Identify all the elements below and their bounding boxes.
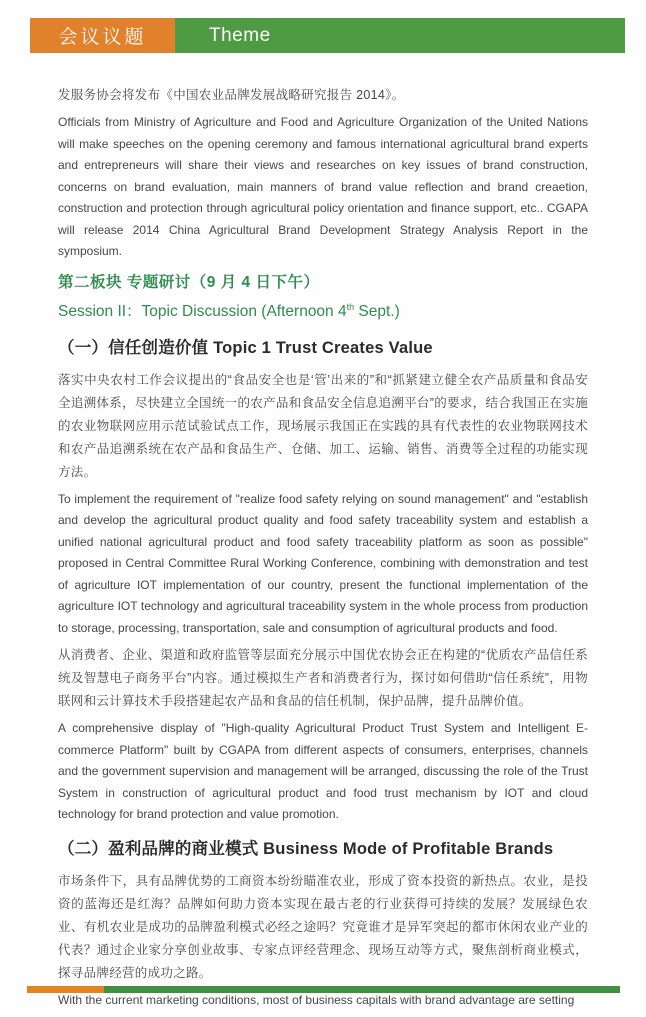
header-zh-label: 会议议题: [58, 27, 147, 48]
page-content: [58, 84, 588, 1007]
topic1-en-paragraph-1: To implement the requirement of "realize food safety relying on sound management" and "establish and develop the agricultural product quality and food safety traceability system and establish a unified national agricultural product and food safety traceability platform as soon as possible" proposed in Central Committee Rural Working Conference, combining with demonstration and test of agriculture IOT implementation of our country, present the functional implementation of the agriculture IOT technology and agricultural traceability system in the whole process from production to storage, processing, transportation, sale and consumption of agricultural products and food.: [58, 491, 588, 635]
header-en-banner: [175, 18, 625, 53]
header-zh-tab: [30, 18, 175, 53]
session-en-title-suffix: Sept.): [354, 302, 400, 320]
footer-green-segment: [104, 986, 620, 993]
session-date-superscript: th: [346, 301, 355, 312]
footer-orange-segment: [27, 986, 104, 993]
session-en-title-prefix: Session II：Topic Discussion (Afternoon 4: [58, 302, 347, 320]
topic2-heading: （二）盈利品牌的商业模式 Business Mode of Profitable Brands: [58, 839, 554, 858]
topic2-zh-paragraph: 市场条件下，具有品牌优势的工商资本纷纷瞄准农业，形成了资本投资的新热点。农业，是投资的蓝海还是红海？品牌如何助力资本实现在最古老的行业获得可持续的发展？发展绿色农业、有机农业是成功的品牌盈利模式必经之途吗？究竟谁才是异军突起的都市休闲农业产业的代表？通过企业家分享创业故事、专家点评经营理念、现场互动等方式，聚焦剖析商业模式，探寻品牌经营的成功之路。: [58, 873, 588, 980]
intro-zh-line: 发服务协会将发布《中国农业品牌发展战略研究报告 2014》。: [58, 88, 405, 102]
intro-en-paragraph: Officials from Ministry of Agriculture and Food and Agriculture Organization of the United Nations will make speeches on the opening ceremony and famous international agricultural brand experts and entrepreneurs will share their views and researches on key issues of brand construction, concerns on brand evaluation, main manners of brand value reflection and brand creaetion, construction and protection through agricultural policy orientation and finance support, etc.. CGAPA will release 2014 China Agricultural Brand Development Strategy Analysis Report in the symposium.: [58, 115, 588, 258]
session-zh-title: 第二板块 专题研讨（9 月 4 日下午）: [58, 273, 320, 291]
topic1-zh-paragraph-1: 落实中央农村工作会议提出的“食品安全也是‘管’出来的”和“抓紧建立健全农产品质量和食品安全追溯体系，尽快建立全国统一的农产品和食品安全信息追溯平台”的要求，结合我国正在实施的农业物联网应用示范试验试点工作，现场展示我国正在实践的具有代表性的农业物联网技术和农产品追溯系统在农产品和食品生产、仓储、加工、运输、销售、消费等全过程的功能实现方法。: [58, 372, 588, 479]
session-heading-block: [58, 270, 588, 324]
session-en-title: [58, 295, 588, 324]
topic2-en-line: With the current marketing conditions, most of business capitals with brand advantage are setting: [58, 992, 575, 1007]
topic1-zh-paragraph-2: 从消费者、企业、渠道和政府监管等层面充分展示中国优农协会正在构建的“优质农产品信任系统及智慧电子商务平台”内容。通过模拟生产者和消费者行为，探讨如何借助“信任系统”，用物联网和云计算技术手段搭建起农产品和食品的信任机制，保护品牌，提升品牌价值。: [58, 648, 588, 709]
page-header-banner: [30, 18, 625, 53]
topic1-en-paragraph-2: A comprehensive display of "High-quality Agricultural Product Trust System and Intelligent E-commerce Platform" built by CGAPA from different aspects of consumers, enterprises, channels and the government supervision and management will be arranged, discussing the role of the Trust System in construction of agricultural product and food trust mechanism by IOT and cloud technology for brand protection and value promotion.: [58, 721, 588, 822]
footer-rule-bar: [27, 986, 620, 993]
topic1-heading: （一）信任创造价值 Topic 1 Trust Creates Value: [58, 338, 433, 357]
header-en-label: Theme: [209, 24, 271, 46]
